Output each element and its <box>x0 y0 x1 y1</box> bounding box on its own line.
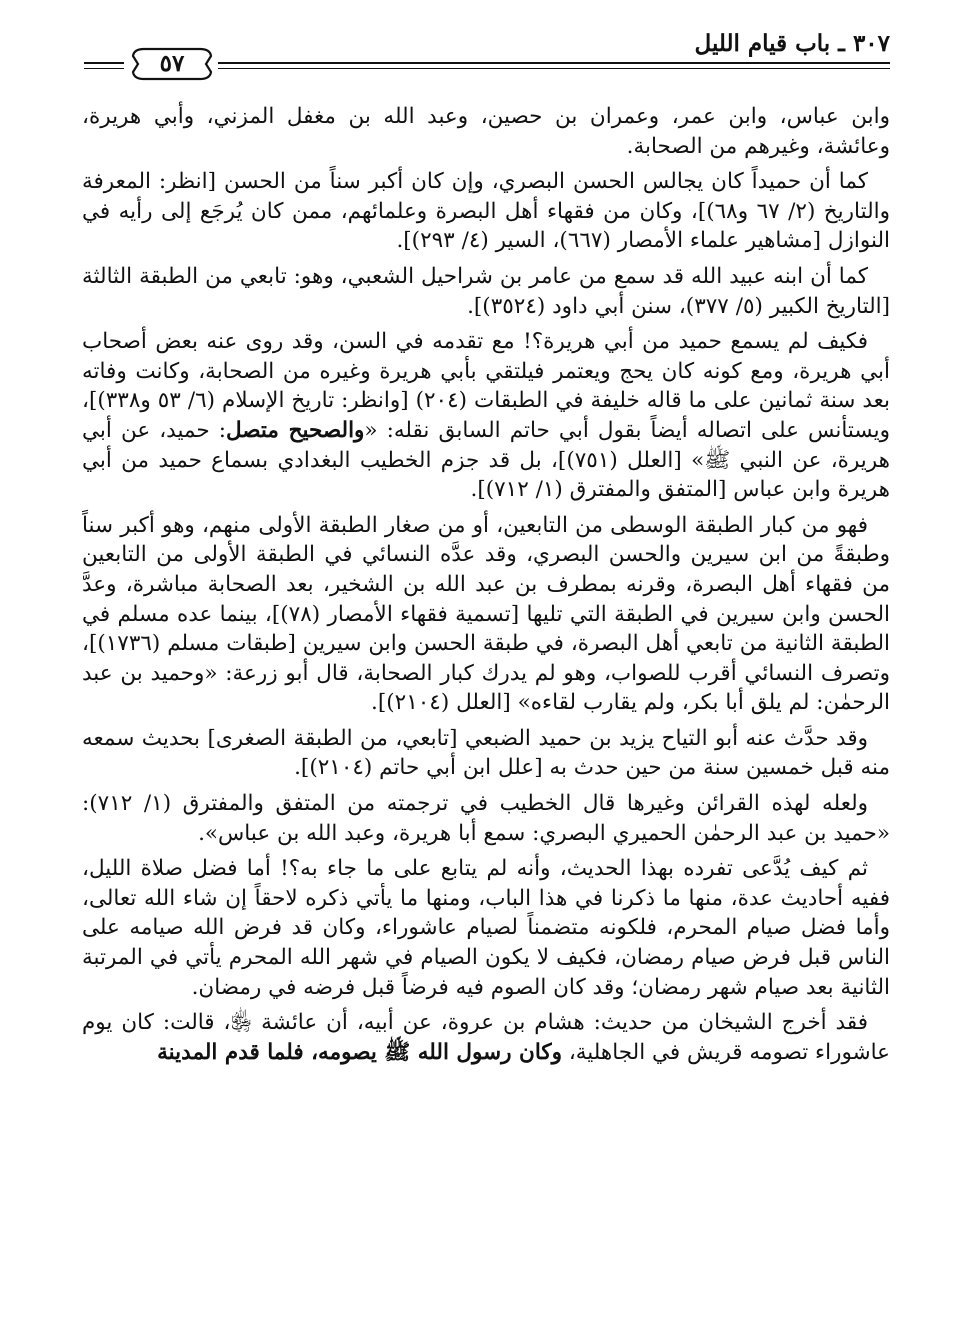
bold-text: والصحيح متصل <box>225 417 365 443</box>
paragraph <box>82 724 890 783</box>
paragraph <box>82 102 890 161</box>
page-header <box>84 28 890 88</box>
paragraph <box>82 789 890 848</box>
body-text <box>82 102 890 1073</box>
header-rule <box>218 68 890 69</box>
text-segment: فهو من كبار الطبقة الوسطى من التابعين، أو من صغار الطبقة الأولى منهم، وهو أكبر سناً وطبقةً من ابن سيرين والحسن البصري، وقد عدَّه النسائي في الطبقة الأولى من التابعين من فقهاء أهل البصرة، وقرنه بمطرف بن عبد الله بن الشخير، بعد الصحابة مباشرة، وعدَّ الحسن وابن سيرين في الطبقة التي تليها [تسمية فقهاء الأمصار (٧٨)]، بينما عده مسلم في الطبقة الثانية من تابعي أهل البصرة، في طبقة الحسن وابن سيرين [طبقات مسلم (١٧٣٦)]، وتصرف النسائي أقرب للصواب، وهو لم يدرك كبار الصحابة، قال أبو زرعة: «وحميد بن عبد الرحمٰن: لم يلق أبا بكر، ولم يقارب لقاءه» [العلل (٢١٠٤)]. <box>82 512 890 716</box>
paragraph <box>82 1008 890 1067</box>
text-segment: وابن عباس، وابن عمر، وعمران بن حصين، وعبد الله بن مغفل المزني، وأبي هريرة، وعائشة، وغيرهم من الصحابة. <box>82 104 890 159</box>
text-segment: فكيف لم يسمع حميد من أبي هريرة؟! مع تقدمه في السن، وقد روى عنه بعض أصحاب أبي هريرة، ومع كونه كان يحج ويعتمر فيلتقي بأبي هريرة وغيره من الصحابة، وكانت وفاته بعد سنة ثمانين على ما قاله خليفة في الطبقات (٢٠٤) [وانظر: تاريخ الإسلام (٦/ ٥٣ و٣٣٨)]، ويستأنس على اتصاله أيضاً بقول أبي حاتم السابق نقله: « <box>82 329 890 443</box>
text-segment: وقد حدَّث عنه أبو التياح يزيد بن حميد الضبعي [تابعي، من الطبقة الصغرى] بحديث سمعه منه قبل خمسين سنة من حين حدث به [علل ابن أبي حاتم (٢١٠٤)]. <box>82 725 890 781</box>
text-segment: ثم كيف يُدَّعى تفرده بهذا الحديث، وأنه لم يتابع على ما جاء به؟! أما فضل صلاة الليل، ففيه أحاديث عدة، منها ما ذكرنا في هذا الباب، ومنها ما يأتي ذكره لاحقاً إن شاء الله تعالى، وأما فضل صيام المحرم، فلكونه متضمناً لصيام عاشوراء، وكان قد فرض الله صيامه على الناس قبل فرض صيام رمضان، فكيف لا يكون الصيام في شهر الله المحرم يأتي في المرتبة الثانية بعد صيام شهر رمضان؛ وقد كان الصوم فيه فرضاً قبل فرضه في رمضان. <box>82 856 890 1000</box>
bold-text: وكان رسول الله ﷺ يصومه، فلما قدم المدينة <box>157 1039 562 1065</box>
text-segment: كما أن ابنه عبيد الله قد سمع من عامر بن شراحيل الشعبي، وهو: تابعي من الطبقة الثالثة [التاريخ الكبير (٥/ ٣٧٧)، سنن أبي داود (٣٥٢٤)]. <box>82 263 890 319</box>
page-number: ٥٧ <box>159 50 185 77</box>
text-segment: ولعله لهذه القرائن وغيرها قال الخطيب في ترجمته من المتفق والمفترق (١/ ٧١٢): «حميد بن عبد الرحمٰن الحميري البصري: سمع أبا هريرة، وعبد الله بن عباس». <box>82 791 890 846</box>
header-rule <box>218 62 890 64</box>
header-rule <box>84 62 124 64</box>
paragraph <box>82 262 890 321</box>
chapter-title: ٣٠٧ ـ باب قيام الليل <box>694 30 890 57</box>
header-rule <box>84 68 124 69</box>
paragraph <box>82 511 890 718</box>
text-segment: فقد أخرج الشيخان من حديث: هشام بن عروة، عن أبيه، أن عائشة ﵂، قالت: كان يوم عاشوراء تصومه قريش في الجاهلية، <box>82 1010 890 1065</box>
text-segment: : حميد، عن أبي هريرة، عن النبي ﷺ» [العلل (٧٥١)]، بل قد جزم الخطيب البغدادي بسماع حميد من أبي هريرة وابن عباس [المتفق والمفترق (١/ ٧١٢)]. <box>82 417 890 503</box>
paragraph <box>82 854 890 1002</box>
paragraph <box>82 327 890 505</box>
page-number-badge <box>130 46 214 82</box>
text-segment: كما أن حميداً كان يجالس الحسن البصري، وإن كان أكبر سناً من الحسن [انظر: المعرفة والتاريخ (٢/ ٦٧ و٦٨)]، وكان من فقهاء أهل البصرة وعلمائهم، ممن كان يُرجَع إلى رأيه في النوازل [مشاهير علماء الأمصار (٦٦٧)، السير (٤/ ٢٩٣)]. <box>82 169 890 254</box>
paragraph <box>82 167 890 256</box>
